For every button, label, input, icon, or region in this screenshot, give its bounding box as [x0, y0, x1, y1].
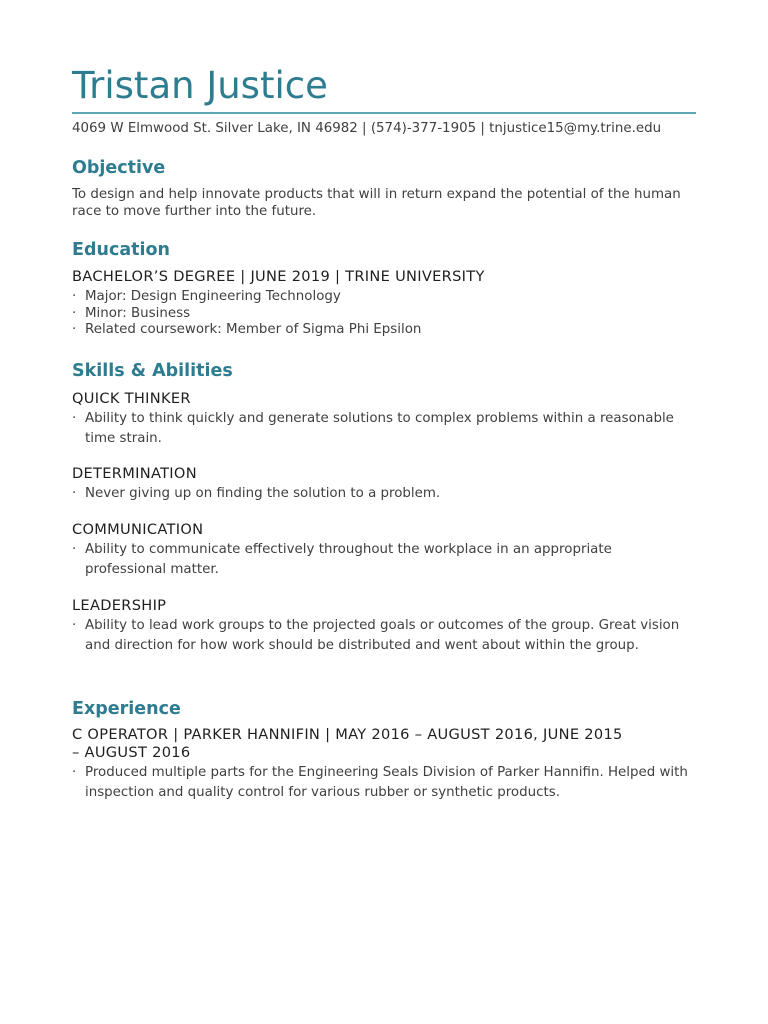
list-item: · Produced multiple parts for the Engineering Seals Division of Parker Hannifin. Helped with inspection and quality control for various rubber or synthetic products. [72, 765, 688, 800]
skill-title: QUICK THINKER [72, 390, 191, 407]
skill-bullets [72, 540, 696, 580]
list-item: · Minor: Business [72, 305, 191, 321]
skill-bullets [72, 616, 696, 656]
list-item: · Never giving up on finding the solution to a problem. [72, 484, 696, 504]
bullet-icon: · [72, 542, 77, 557]
list-item: · Major: Design Engineering Technology [72, 289, 341, 304]
skill-title: COMMUNICATION [72, 521, 204, 538]
bullet-icon: · [72, 618, 77, 633]
bullet-icon: · [72, 289, 77, 304]
bullet-icon: · [72, 411, 77, 426]
skills-heading: Skills & Abilities [72, 361, 233, 381]
education-bullets [72, 289, 696, 339]
education-heading: Education [72, 240, 170, 260]
objective-heading: Objective [72, 158, 166, 178]
bullet-icon: · [72, 305, 77, 321]
experience-heading: Experience [72, 699, 181, 719]
header-divider [72, 112, 696, 114]
education-degree: BACHELOR’S DEGREE | JUNE 2019 | TRINE UNIVERSITY [72, 268, 485, 285]
candidate-name: Tristan Justice [72, 64, 328, 107]
experience-title-line2: – AUGUST 2016 [72, 744, 191, 761]
skill-bullets [72, 484, 696, 504]
bullet-icon: · [72, 486, 77, 501]
skill-title: LEADERSHIP [72, 597, 167, 614]
list-item: · Related coursework: Member of Sigma Phi Epsilon [72, 322, 422, 337]
bullet-icon: · [72, 322, 77, 337]
experience-bullets [72, 763, 696, 803]
objective-text: To design and help innovate products that will in return expand the potential of the human race to move further into the future. [72, 187, 681, 219]
list-item: · Ability to think quickly and generate solutions to complex problems within a reasonable time strain. [72, 411, 674, 446]
experience-title-line1: C OPERATOR | PARKER HANNIFIN | MAY 2016 – AUGUST 2016, JUNE 2015 [72, 726, 623, 743]
contact-info: 4069 W Elmwood St. Silver Lake, IN 46982 | (574)-377-1905 | tnjustice15@my.trine.edu [72, 121, 662, 136]
skill-title: DETERMINATION [72, 465, 197, 482]
list-item: · Ability to lead work groups to the projected goals or outcomes of the group. Great vision and direction for how work should be distributed and went about within the group. [72, 618, 680, 653]
bullet-icon: · [72, 765, 77, 780]
list-item: · Ability to communicate effectively throughout the workplace in an appropriate professional matter. [72, 542, 612, 577]
skill-bullets [72, 409, 696, 449]
